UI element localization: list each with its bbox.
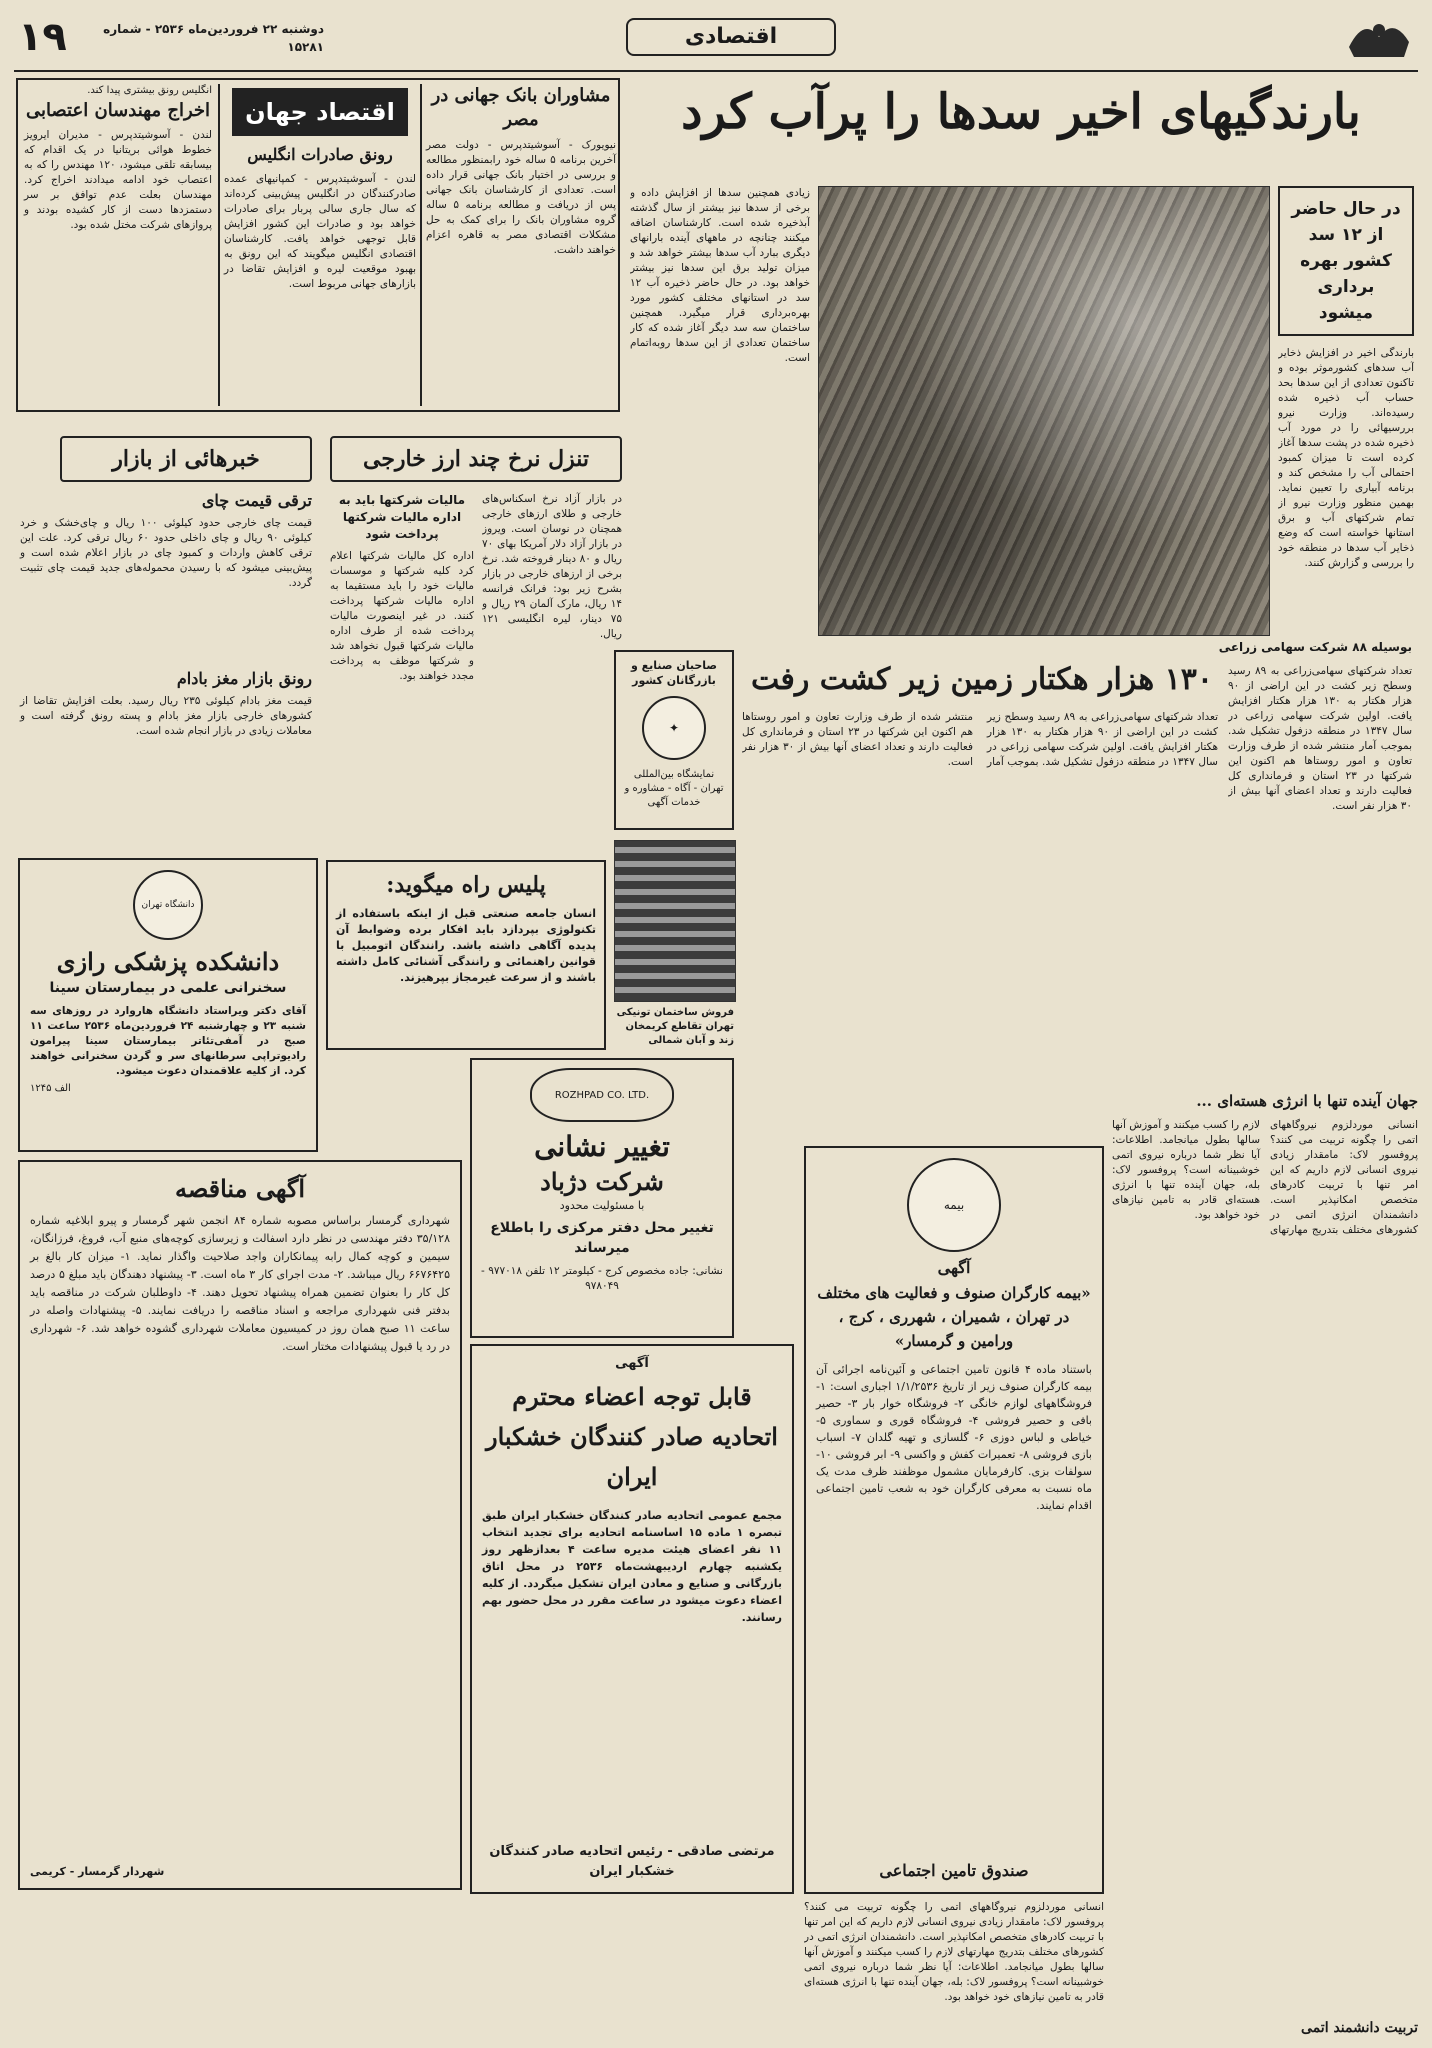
currency-body: در بازار آزاد نرخ اسکناس‌های خارجی و طلای ارزهای خارجی همچنان در نوسان است. ویروز در بازار آزاد دلار آمریکا بهای ۷۰ ریال و ۸۰ دینار فروخته شد. نرخ برخی از ارزهای خارجی در بازار بشرح زیر بود: فرانک فرانسه ۱۴ ریال، مارک آلمان ۲۹ ریال و ۷۵ دینار، لیره انگلیسی ۱۲۱ ریال.: [482, 493, 622, 640]
medical-subtitle: سخنرانی علمی در بیمارستان سینا: [49, 980, 287, 996]
medical-block: [18, 858, 318, 1152]
page-number: ۱۹: [18, 14, 67, 60]
story-title: مشاوران بانک جهانی در مصر: [431, 85, 611, 130]
company-en: ROZHPAD CO. LTD.: [554, 1089, 650, 1101]
photo-caption: فروش ساختمان تونیکی تهران تقاطع کریمخان زند و آبان شمالی: [616, 1007, 734, 1046]
story-headline: ۱۳۰ هزار هکتار زمین زیر کشت رفت: [751, 662, 1213, 697]
ad-title: صاحبان صنایع و بازرگانان کشور: [630, 659, 718, 687]
item-title: ترقی قیمت چای: [201, 491, 312, 510]
story-body: لندن - آسوشیتدپرس - کمپانیهای عمده صادرکنندگان در انگلیس پیش‌بینی کرده‌اند که سال جاری سالی پربار برای صادرات خواهد بود و صادرات این کشور افزایش قابل توجهی خواهد یافت. کارشناسان اقتصادی انگلیس میگویند که این رونق به بهبود موقعیت لیره و افزایش تقاضا در بازارهای جهانی مربوط است.: [224, 173, 416, 290]
lead-headline: بارندگیهای اخیر سدها را پرآب کرد: [681, 84, 1361, 140]
energy-body: انسانی موردلزوم نیروگاههای اتمی را چگونه تربیت می کنند؟ پروفسور لاک: مامقدار زیادی نیروی انسانی لازم داریم که این امر تنها با تربیت کادرهای متخصص امکانپذیر است. دانشمندان انرژی اتمی در کشورهای مختلف بتدریج مهارتهای لازم را کسب میکنند و آموزش آنها سالها بطول میانجامد. اطلاعات: آیا نظر شما درباره نیروی اتمی خوشبینانه است؟ پروفسور لاک: بله، جهان آینده تنها با انرژی هسته‌ای قادر به تامین نیازهای خود خواهد بود.: [1112, 1119, 1418, 1236]
police-body: انسان جامعه صنعتی قبل از اینکه باستفاده از تکنولوژی بپردازد باید افکار برده وضوابط آن پدیده آگاهی داشته باشد. رانندگان اتومبیل با قوانین راهنمائی و رانندگی آشنائی کامل داشته باشند و از سرعت غیرمجاز بپرهیزند.: [336, 907, 596, 984]
tax-body: اداره کل مالیات شرکتها اعلام کرد کلیه شرکتها و موسسات مالیات خود را باید مستقیما به اداره مالیات شرکتها پرداخت کنند. در غیر اینصورت مالیات پرداخت شده از طرف اداره مالیات شرکتها قبول نخواهد شد و شرکتها موظف به پرداخت مجدد خواهند بود.: [330, 550, 474, 682]
story-title: رونق صادرات انگلیس: [247, 145, 393, 164]
story-body-cont: تعداد شرکتهای سهامی‌زراعی به ۸۹ رسید وسطح زیر کشت در این اراضی از ۹۰ هزار هکتار به ۱۳۰ هزار هکتار افزایش یافت. اولین شرکت سهامی زراعی در سال ۱۳۴۷ در منطقه دزفول تشکیل شد. بموجب آمار منتشر شده از طرف وزارت تعاون و امور روستاها هم اکنون این شرکتها در ۲۳ استان و فرمانداری کل فعالیت دارند و تعداد اعضای آنها بیش از ۳۰ هزار نفر است.: [742, 711, 1218, 768]
company-logo-icon: [530, 1068, 674, 1122]
market-item-almond: [20, 668, 312, 739]
newspaper-logo-icon: [1344, 12, 1414, 62]
story-kicker: بوسیله ۸۸ شرکت سهامی زراعی: [1218, 640, 1412, 654]
union-body: مجمع عمومی اتحادیه صادر کنندگان خشکبار ایران طبق تبصره ۱ ماده ۱۵ اساسنامه اتحادیه برای تجدید انتخاب ۱۱ نفر اعضای هیئت مدیره ساعت ۴ بعدازظهر روز یکشنبه چهارم اردیبهشت‌ماه ۲۵۳۶ در محل اتاق بازرگانی و صنایع و معادن ایران تشکیل میگردد. از کلیه اعضاء دعوت میشود در ساعت مقرر در محل حضور بهم رسانند.: [482, 1509, 783, 1624]
logo-text: دانشگاه تهران: [141, 900, 195, 910]
shareholding-story: [742, 640, 1418, 1080]
market-block: [16, 436, 318, 836]
currency-block: [326, 436, 626, 836]
lead-story: [628, 76, 1418, 636]
market-headline: خبرهائی از بازار: [60, 436, 312, 482]
story-body: نیویورک - آسوشیتدپرس - دولت مصر آخرین برنامه ۵ ساله خود رابمنظور مطالعه و بررسی در اختیار بانک جهانی قرار داده است. تعدادی از کارشناسان بانک جهانی پس از دریافت و مطالعه برنامه ۵ ساله گروه مشاوران بانک را برای کمک به حل مشکلات اقتصادی مصر به قاهره اعزام خواهند داشت.: [426, 139, 617, 256]
bank-story: [426, 84, 616, 404]
item-body: قیمت چای خارجی حدود کیلوئی ۱۰۰ ریال و چای‌خشک و خرد کیلوئی ۹۰ ریال و چای داخلی حدود ۶۰ ریال ترقی کرد. علت این ترقی کاهش واردات و کمبود چای در بازار اعلام شده است و پیش‌بینی میشود که با رسیدن محموله‌های جدید قیمت چای تثبیت گردد.: [20, 517, 312, 589]
tender-signature: شهردار گرمسار - کریمی: [30, 1865, 165, 1878]
energy-story: [1112, 1090, 1418, 2040]
industry-ad: [614, 650, 734, 830]
insurance-body: باستناد ماده ۴ قانون تامین اجتماعی و آئین‌نامه اجرائی آن بیمه کارگران صنوف زیر از تاریخ ۱/۱/۲۵۳۶ اجباری است: ۱- فروشگاههای لوازم خانگی ۲- فروشگاه خوار بار ۳- حصیر بافی و حصیر فروشی ۴- فروشگاه قوری و سماوری ۵- خیاطی و لباس دوزی ۶- گلسازی و تهیه گلدان ۷- اسباب بازی فروشی ۸- تعمیرات کفش و واکسی ۹- ابر فروشی ۱۰- سولفات بزی. کارفرمایان مشمول موظفند ظرف مدت یک ماه نسبت به معرفی کارگران خود به شعب تامین اجتماعی اقدام نمایند.: [816, 1363, 1093, 1512]
company-type: با مسئولیت محدود: [559, 1199, 645, 1212]
change-title: تغییر نشانی: [534, 1130, 670, 1163]
item-body: قیمت مغز بادام کیلوئی ۲۳۵ ریال رسید. بعلت افزایش تقاضا از کشورهای خارجی بازار مغز بادام و پسته رونق گرفته است و معاملات زیادی در بازار انجام شده است.: [20, 695, 313, 737]
section-label: اقتصادی: [626, 18, 836, 56]
story-body: لندن - آسوشیتدپرس - مدیران ایرویز خطوط هوائی بریتانیا در یک اقدام که بیسابقه تلقی میشود، ۱۲۰ مهندس را که به اعتصاب خود ادامه میدادند اخراج کرد. مهندسان بعلت عدم توافق بر سر دستمزدها دست از کار کشیده بودند و پروازهای شرکت مختل شده بود.: [24, 129, 212, 231]
world-economy-badge: اقتصاد جهان: [232, 88, 408, 136]
story-body: تعداد شرکتهای سهامی‌زراعی به ۸۹ رسید وسطح زیر کشت در این اراضی از ۹۰ هزار هکتار به ۱۳۰ هزار هکتار افزایش یافت. اولین شرکت سهامی زراعی در سال ۱۳۴۷ در منطقه دزفول تشکیل شد. بموجب آمار منتشر شده از طرف وزارت تعاون و امور روستاها هم اکنون این شرکتها در ۲۳ استان و فرمانداری کل فعالیت دارند و تعداد اعضای آنها بیش از ۳۰ هزار نفر است.: [1228, 665, 1412, 812]
company-name: شرکت دژباد: [540, 1167, 664, 1196]
masthead: [14, 10, 1418, 66]
tax-title: مالیات شرکتها باید به اداره مالیات شرکتها پرداخت شود: [338, 493, 466, 541]
medical-ref: الف ۱۲۴۵: [30, 1083, 71, 1094]
police-headline: پلیس راه میگوید:: [386, 872, 546, 898]
exports-story: [224, 84, 416, 404]
building-photo: [614, 840, 736, 1002]
insurance-title: «بیمه کارگران صنوف و فعالیت های مختلف در تهران ، شمیران ، شهرری ، کرج ، ورامین و گرمسار»: [817, 1284, 1091, 1350]
tender-block: [18, 1160, 462, 1890]
market-item-tea: [20, 490, 312, 591]
energy-headline: جهان آینده تنها با انرژی هسته‌ای ...: [1196, 1092, 1418, 1110]
change-address: نشانی: جاده مخصوص کرج - کیلومتر ۱۲ تلفن ۹۷۷۰۱۸ - ۹۷۸۰۴۹: [481, 1265, 723, 1292]
story-title: اخراج مهندسان اعتصابی: [25, 100, 211, 121]
dam-photo: [818, 186, 1270, 636]
tender-body: شهرداری گرمسار براساس مصوبه شماره ۸۴ انجمن شهر گرمسار و پیرو ابلاغیه شماره ۳۵/۱۲۸ دفتر مهندسی در نظر دارد اسفالت و زیرسازی کوچه‌های منبع آب، فروغ، فرزانگان، سیمین و کوچه کمال رابه پیمانکاران واجد صلاحیت واگذار نماید. ۱- میزان کار بالغ بر ۶۶۷۶۴۲۵ ریال میباشد. ۲- مدت اجرای کار ۳ ماه است. ۳- پیشنهاد دهندگان باید مبلغ ۵ درصد کل کار را بعنوان تضمین همراه پیشنهاد تحویل دهند. ۴- داوطلبان شرکت در مناقصه باید بدفتر فنی شهرداری مراجعه و اسناد مناقصه را دریافت نمایند. ۵- پیشنهادات واصله در ساعت ۱۱ صبح همان روز در کمیسیون معاملات شهرداری گشوده خواهد شد. ۶- شهرداری در رد یا قبول پیشنهادات مختار است.: [30, 1214, 451, 1353]
union-title: قابل توجه اعضاء محترم اتحادیه صادر کنندگان خشکبار ایران: [486, 1382, 778, 1491]
insurance-logo-icon: [907, 1158, 1001, 1252]
interview-continued: انسانی موردلزوم نیروگاههای اتمی را چگونه تربیت می کنند؟ پروفسور لاک: مامقدار زیادی نیروی انسانی لازم داریم که این امر تنها با تربیت کادرهای متخصص امکانپذیر است. دانشمندان انرژی اتمی در کشورهای مختلف بتدریج مهارتهای لازم را کسب میکنند و آموزش آنها سالها بطول میانجامد. اطلاعات: آیا نظر شما درباره نیروی اتمی خوشبینانه است؟ پروفسور لاک: بله، جهان آینده تنها با انرژی هسته‌ای قادر به تامین نیازهای خود خواهد بود.: [804, 1901, 1104, 2003]
world-economy-block: [16, 78, 620, 412]
medical-title: دانشکده پزشکی رازی: [56, 947, 280, 976]
issue-date: دوشنبه ۲۲ فروردین‌ماه ۲۵۳۶ - شماره ۱۵۲۸۱: [103, 22, 324, 54]
address-change-block: [470, 1058, 734, 1338]
insurance-signature: صندوق تامین اجتماعی: [879, 1861, 1029, 1880]
ad-body: نمایشگاه بین‌المللی تهران - آگاه - مشاوره و خدمات آگهی: [624, 769, 724, 808]
change-body: تغییر محل دفتر مرکزی را باطلاع میرساند: [490, 1220, 714, 1256]
story-kicker: انگلیس رونق بیشتری پیدا کند.: [87, 85, 212, 96]
police-block: [326, 860, 606, 1050]
medical-body: آقای دکتر ویراستاد دانشگاه هاروارد در روزهای سه شنبه ۲۳ و چهارشنبه ۲۴ فروردین‌ماه ۲۵۳۶ ساعت ۱۱ صبح در آمفی‌تئاتر بیمارستان سینا پیرامون رادیوتراپی سرطانهای سر و گردن سخنرانی خواهند کرد. از کلیه علاقمندان دعوت میشود.: [30, 1005, 307, 1077]
insurance-notice: [804, 1146, 1104, 1894]
union-signature: مرتضی صادقی - رئیس اتحادیه صادر کنندگان خشکبار ایران: [489, 1844, 775, 1879]
tender-title: آگهی مناقصه: [174, 1174, 306, 1203]
ad-logo-icon: ✦: [642, 696, 706, 760]
building-photo-block: [614, 840, 734, 1050]
strike-story: [24, 84, 212, 404]
lead-sidebox: در حال حاضر از ۱۲ سد کشور بهره برداری میشود: [1278, 186, 1414, 336]
logo-text: بیمه: [943, 1198, 965, 1212]
insurance-kicker: آگهی: [937, 1258, 971, 1277]
lead-body-left: زیادی همچنین سدها از افزایش داده و برخی از سدها نیز بیشتر از سال گذشته آبذخیره شده است. کارشناسان اضافه میکنند چنانچه در ماههای آینده بارانهای دیگری ببارد آب سدها بیشتر خواهد شد و میزان تولید برق این سدها نیز بیشتر خواهد بود. در حال حاضر ذخیره آب ۱۲ سد در استانهای مختلف کشور مورد بهره‌برداری قرار میگیرد. همچنین ساختمان سه سد دیگر آغاز شده که کار ساختمان تعدادی از این سدها روبه‌اتمام است.: [630, 187, 810, 364]
university-logo-icon: [133, 870, 203, 940]
lead-body-right: بارندگی اخیر در افزایش ذخایر آب سدهای کشورموثر بوده و تاکنون تعدادی از این سدها بحد حساب آب ذخیره شده رسیده‌اند. وزارت نیرو بررسیهائی را در مورد آب ذخیره شده در پشت سدها آغاز کرده است تا میزان کمبود احتمالی آب را مشخص کند و برنامه آبیاری را تعیین نماید. بهمین منظور وزارت نیرو از تمام شرکتهای آب و برق استانها خواسته است که وضع ذخایر آب سدها در منطقه خود را بررسی و گزارش کنند.: [1278, 347, 1414, 569]
tax-story: [330, 492, 474, 684]
energy-footer: تربیت دانشمند اتمی: [1301, 2020, 1418, 2036]
union-notice: [470, 1344, 794, 1894]
item-title: رونق بازار مغز بادام: [176, 669, 312, 688]
currency-headline: تنزل نرخ چند ارز خارجی: [330, 436, 622, 482]
union-kicker: آگهی: [615, 1356, 649, 1371]
